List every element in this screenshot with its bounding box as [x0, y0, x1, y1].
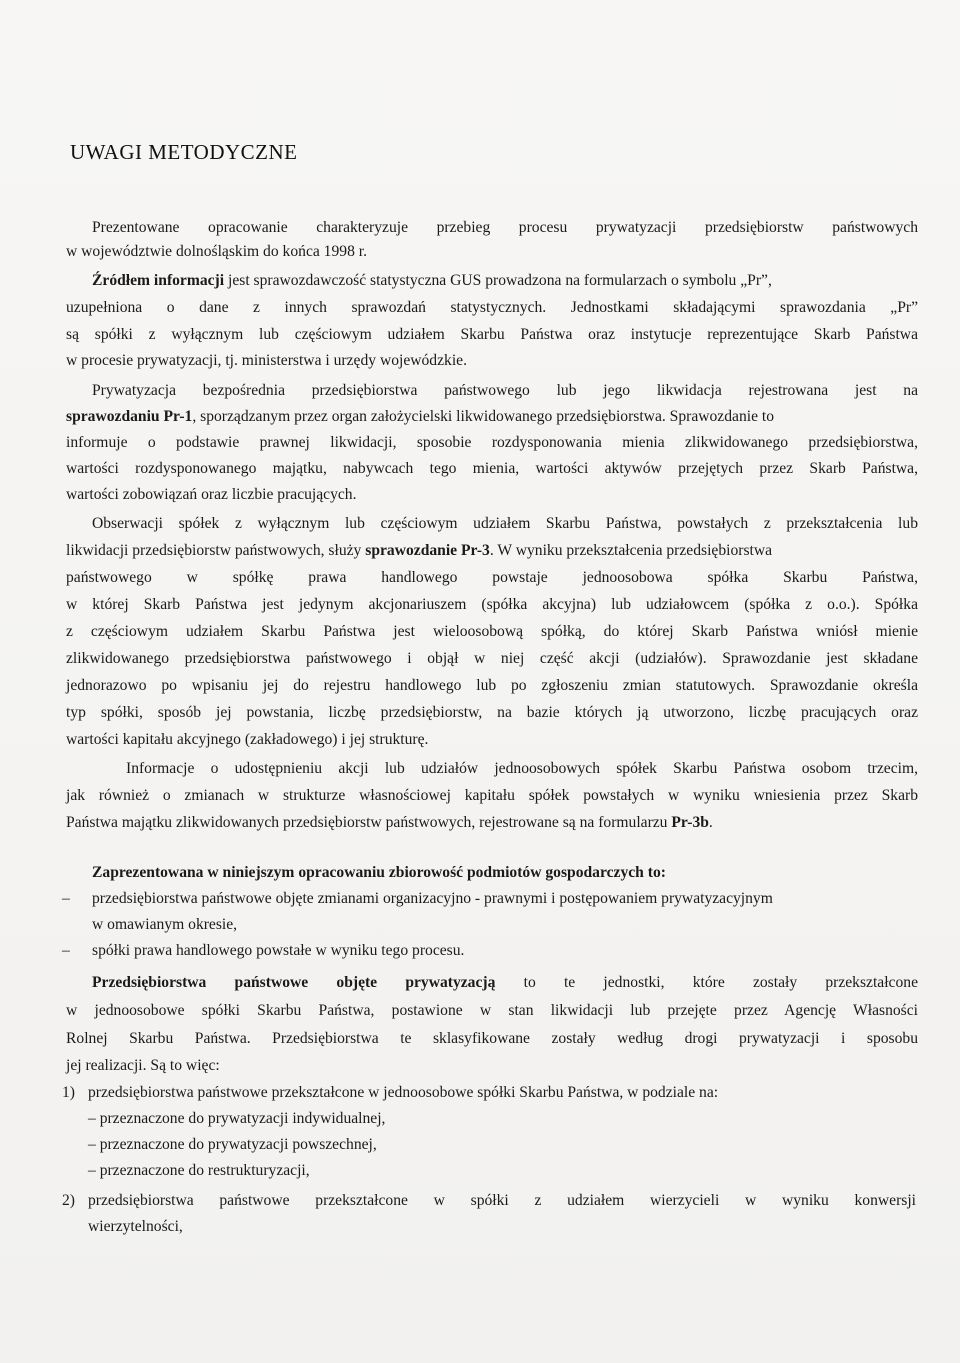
bold-term: sprawozdanie Pr-3	[365, 542, 490, 559]
text-line: zlikwidowanego przedsiębiorstwa państwowego i objął w niej część akcji (udziałów). Sprawozdanie jest składane	[66, 650, 918, 667]
list-bullet: –	[62, 890, 70, 907]
text-line: są spółki z wyłącznym lub częściowym udziałem Skarbu Państwa oraz instytucje reprezentujące Skarb Państwa	[66, 326, 918, 343]
bold-term: Pr-3b	[671, 814, 709, 831]
text-line	[92, 272, 772, 290]
text-line: państwowego w spółkę prawa handlowego powstaje jednoosobowa spółka Skarbu Państwa,	[66, 569, 918, 586]
list-bullet: –	[62, 942, 70, 959]
text-line: Prezentowane opracowanie charakteryzuje przebieg procesu prywatyzacji przedsiębiorstw państwowych	[92, 219, 918, 236]
sub-list-item: – przeznaczone do prywatyzacji powszechnej,	[88, 1136, 377, 1153]
text-line: wartości rozdysponowanego majątku, nabywcach tego mienia, wartości aktywów przejętych przez Skarb Państwa,	[66, 460, 918, 477]
sub-list-item: – przeznaczone do prywatyzacji indywidualnej,	[88, 1110, 386, 1127]
text-line: jednorazowo po wpisaniu jej do rejestru handlowego lub po zgłoszeniu zmian statutowych. Sprawozdanie określa	[66, 677, 918, 694]
text-line: Obserwacji spółek z wyłącznym lub częściowym udziałem Skarbu Państwa, powstałych z przekształcenia lub	[92, 515, 918, 532]
list-item: przedsiębiorstwa państwowe przekształcone w spółki z udziałem wierzycieli w wyniku konwersji	[88, 1192, 916, 1209]
text-line: w której Skarb Państwa jest jedynym akcjonariuszem (spółka akcyjna) lub udziałowcem (spółka z o.o.). Spółka	[66, 596, 918, 613]
list-item: przedsiębiorstwa państwowe przekształcone w jednoosobowe spółki Skarbu Państwa, w podziale na:	[88, 1084, 719, 1101]
text-line: Rolnej Skarbu Państwa. Przedsiębiorstwa te sklasyfikowane zostały według drogi prywatyzacji i sposobu	[66, 1030, 918, 1047]
text-line: jej realizacji. Są to więc:	[66, 1057, 220, 1074]
text-run: . W wyniku przekształcenia przedsiębiorstwa	[489, 542, 773, 559]
text-run: .	[708, 814, 713, 831]
text-line: informuje o podstawie prawnej likwidacji, sposobie rozdysponowania mienia zlikwidowanego przedsiębiorstwa,	[66, 434, 918, 451]
text-line: typ spółki, sposób jej powstania, liczbę przedsiębiorstw, na bazie których ją utworzono, liczbę pracujących oraz	[66, 704, 918, 721]
text-run: , sporządzanym przez organ założycielski likwidowanego przedsiębiorstwa. Sprawozdanie to	[192, 408, 775, 425]
text-line: Informacje o udostępnieniu akcji lub udziałów jednoosobowych spółek Skarbu Państwa osobom trzecim,	[126, 760, 918, 777]
text-line	[66, 408, 774, 426]
list-item-continuation: w omawianym okresie,	[92, 916, 238, 933]
text-line: w jednoosobowe spółki Skarbu Państwa, postawione w stan likwidacji lub przejęte przez Agencję Własności	[66, 1002, 918, 1019]
page-title: UWAGI METODYCZNE	[70, 140, 298, 164]
text-line	[66, 814, 713, 832]
text-line	[66, 542, 772, 560]
text-run: jest sprawozdawczość statystyczna GUS prowadzona na formularzach o symbolu „Pr”,	[224, 272, 772, 289]
text-run: to te jednostki, które zostały przekształcone	[495, 974, 918, 991]
text-line: wartości kapitału akcyjnego (zakładowego) i jej strukturę.	[66, 731, 429, 748]
text-line: z częściowym udziałem Skarbu Państwa jest wieloosobową spółką, do której Skarb Państwa wniósł mienie	[66, 623, 918, 640]
list-item: spółki prawa handlowego powstałe w wyniku tego procesu.	[92, 942, 465, 959]
text-line: uzupełniona o dane z innych sprawozdań statystycznych. Jednostkami składającymi sprawozdania „Pr”	[66, 299, 918, 316]
section-heading: Zaprezentowana w niniejszym opracowaniu zbiorowość podmiotów gospodarczych to:	[92, 864, 666, 881]
bold-term: Przedsiębiorstwa państwowe objęte prywatyzacją	[92, 974, 496, 991]
list-item-continuation: wierzytelności,	[88, 1218, 183, 1235]
list-number: 2)	[62, 1192, 75, 1209]
text-line: jak również o zmianach w strukturze własnościowej kapitału spółek powstałych w wyniku wniesienia przez Skarb	[66, 787, 918, 804]
text-line: w procesie prywatyzacji, tj. ministerstwa i urzędy wojewódzkie.	[66, 352, 467, 369]
text-line: w województwie dolnośląskim do końca 1998 r.	[66, 243, 368, 260]
text-run: likwidacji przedsiębiorstw państwowych, służy	[66, 542, 366, 559]
text-line	[92, 974, 918, 992]
bold-term: sprawozdaniu Pr-1	[66, 408, 193, 425]
text-line: wartości zobowiązań oraz liczbie pracujących.	[66, 486, 357, 503]
bold-term: Źródłem informacji	[92, 272, 225, 289]
list-item: przedsiębiorstwa państwowe objęte zmianami organizacyjno - prawnymi i postępowaniem prywatyzacyjnym	[92, 890, 773, 907]
list-number: 1)	[62, 1084, 75, 1101]
text-line: Prywatyzacja bezpośrednia przedsiębiorstwa państwowego lub jego likwidacja rejestrowana jest na	[92, 382, 918, 399]
sub-list-item: – przeznaczone do restrukturyzacji,	[88, 1162, 310, 1179]
text-run: Państwa majątku zlikwidowanych przedsiębiorstw państwowych, rejestrowane są na formularzu	[66, 814, 672, 831]
